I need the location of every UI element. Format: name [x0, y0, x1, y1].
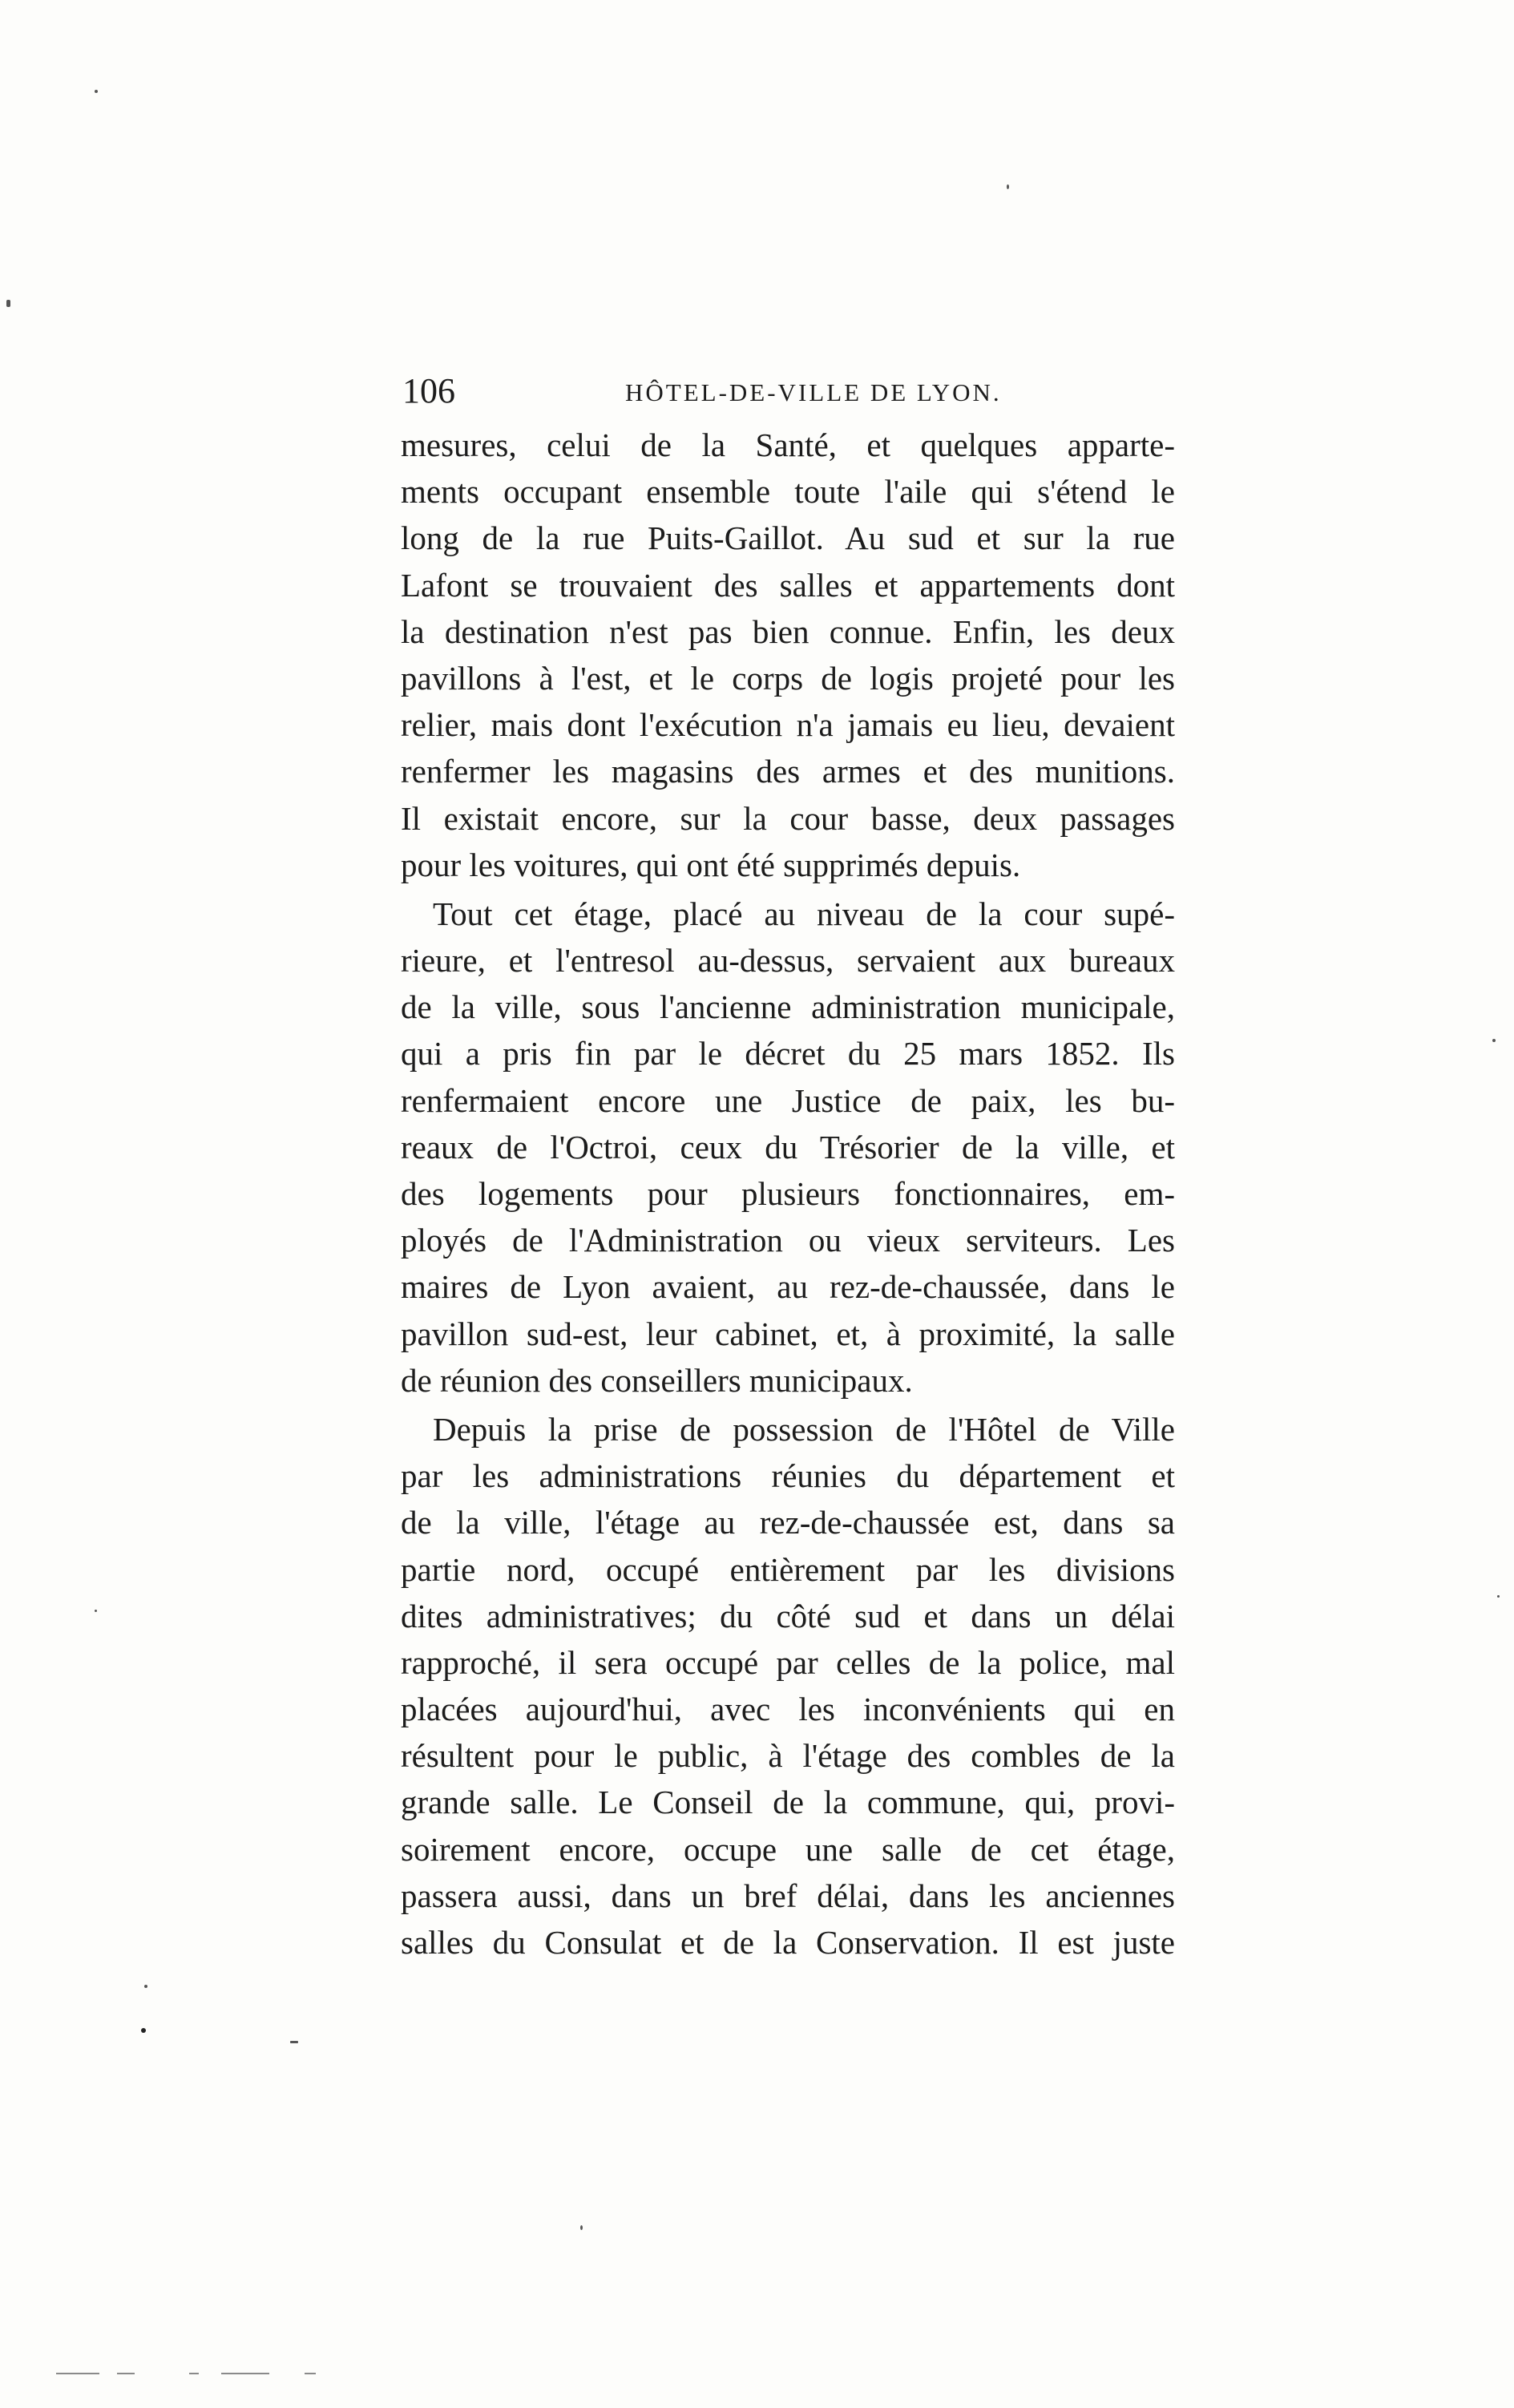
running-head — [402, 370, 1173, 412]
text-line: pavillon sud-est, leur cabinet, et, à proximité, la salle — [401, 1315, 1175, 1352]
scan-edge-mark — [305, 2373, 316, 2374]
scan-speck — [6, 300, 10, 307]
scan-edge-mark — [221, 2373, 269, 2374]
text-line: ments occupant ensemble toute l'aile qui s'étend le — [401, 473, 1175, 511]
scan-edge-mark — [56, 2373, 99, 2374]
text-line: mesures, celui de la Santé, et quelques apparte- — [401, 426, 1175, 463]
text-line: Tout cet étage, placé au niveau de la cour supé- — [433, 895, 1175, 932]
text-line: pour les voitures, qui ont été supprimés depuis. — [401, 846, 1021, 883]
text-line: rieure, et l'entresol au-dessus, servaient aux bureaux — [401, 942, 1175, 980]
paragraph-3 — [401, 1406, 1175, 1966]
text-line: pavillons à l'est, et le corps de logis projeté pour les — [401, 659, 1175, 697]
scan-speck — [1007, 184, 1009, 189]
text-line: Lafont se trouvaient des salles et appartements dont — [401, 566, 1175, 604]
text-line: de réunion des conseillers municipaux. — [401, 1361, 913, 1399]
text-line: grande salle. Le Conseil de la commune, qui, provi- — [401, 1784, 1175, 1821]
scan-speck — [1497, 1595, 1500, 1598]
text-line: soirement encore, occupe une salle de cet étage, — [401, 1830, 1175, 1868]
text-line: placées aujourd'hui, avec les inconvénients qui en — [401, 1691, 1175, 1728]
scan-speck — [290, 2041, 298, 2043]
scan-speck — [144, 1985, 147, 1988]
scan-speck — [1492, 1039, 1496, 1042]
text-line: maires de Lyon avaient, au rez-de-chaussée, dans le — [401, 1268, 1175, 1306]
paragraph-1 — [401, 422, 1175, 888]
paragraph-2 — [401, 891, 1175, 1404]
text-line: des logements pour plusieurs fonctionnaires, em- — [401, 1175, 1175, 1212]
text-line: partie nord, occupé entièrement par les divisions — [401, 1550, 1175, 1588]
text-line: résultent pour le public, à l'étage des combles de la — [401, 1737, 1175, 1775]
scan-speck — [95, 90, 98, 93]
text-line: la destination n'est pas bien connue. Enfin, les deux — [401, 612, 1175, 650]
text-line: dites administratives; du côté sud et dans un délai — [401, 1597, 1175, 1634]
text-line: de la ville, sous l'ancienne administration municipale, — [401, 988, 1175, 1026]
scan-speck — [141, 2028, 146, 2033]
text-line: renfermaient encore une Justice de paix, les bu- — [401, 1081, 1175, 1119]
text-line: reaux de l'Octroi, ceux du Trésorier de la ville, et — [401, 1128, 1175, 1166]
text-line: relier, mais dont l'exécution n'a jamais eu lieu, devaient — [401, 706, 1175, 744]
text-line: ployés de l'Administration ou vieux serviteurs. Les — [401, 1222, 1175, 1259]
text-line: Depuis la prise de possession de l'Hôtel de Ville — [433, 1410, 1175, 1448]
text-line: salles du Consulat et de la Conservation. Il est juste — [401, 1924, 1175, 1961]
scan-speck — [580, 2225, 583, 2230]
running-title: HÔTEL-DE-VILLE DE LYON. — [625, 378, 1002, 406]
scan-edge-mark — [117, 2373, 135, 2374]
body-text — [401, 422, 1175, 1966]
page-number: 106 — [402, 371, 455, 410]
text-line: par les administrations réunies du département et — [401, 1457, 1175, 1495]
text-line: rapproché, il sera occupé par celles de la police, mal — [401, 1643, 1175, 1681]
text-line: qui a pris fin par le décret du 25 mars 1852. Ils — [401, 1035, 1175, 1073]
text-line: long de la rue Puits-Gaillot. Au sud et sur la rue — [401, 519, 1175, 557]
scan-speck — [95, 1610, 97, 1612]
text-line: renfermer les magasins des armes et des munitions. — [401, 753, 1175, 790]
scan-edge-mark — [189, 2373, 199, 2374]
text-line: passera aussi, dans un bref délai, dans les anciennes — [401, 1877, 1175, 1914]
text-line: de la ville, l'étage au rez-de-chaussée est, dans sa — [401, 1504, 1175, 1541]
text-line: Il existait encore, sur la cour basse, deux passages — [401, 799, 1175, 837]
